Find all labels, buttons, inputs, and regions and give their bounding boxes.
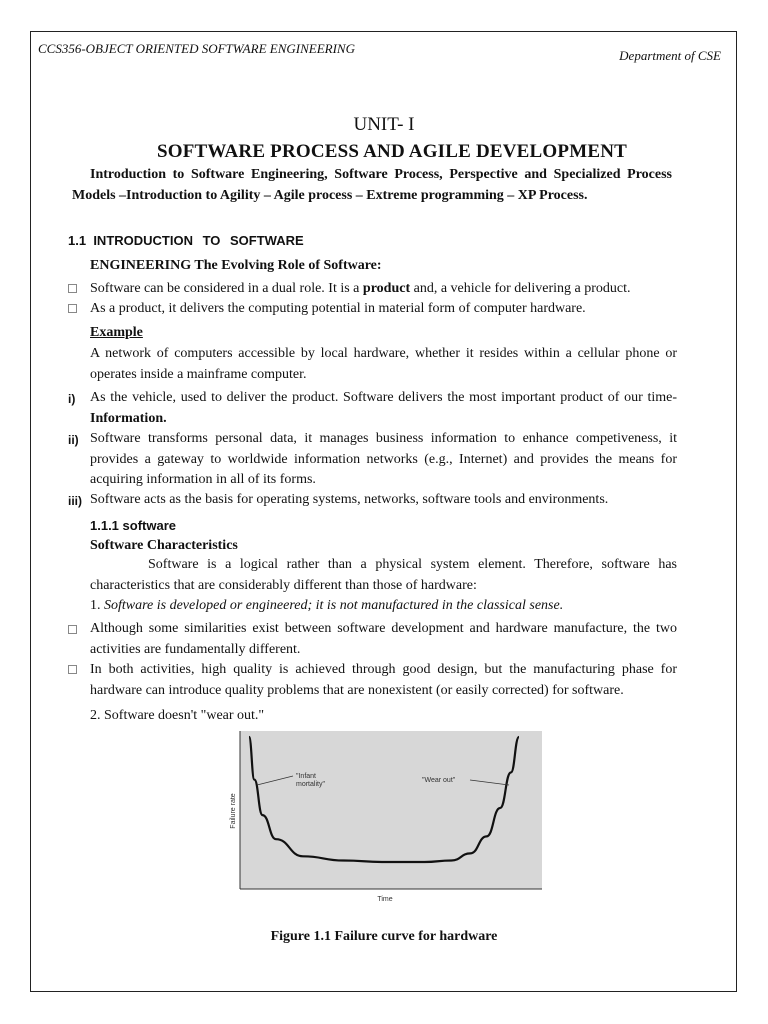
roman-marker-i: i) bbox=[68, 392, 76, 406]
roman-item-i bbox=[90, 388, 677, 429]
figure-caption: Figure 1.1 Failure curve for hardware bbox=[270, 929, 498, 944]
unit-label: UNIT- I bbox=[353, 114, 415, 135]
roman-marker-ii: ii) bbox=[68, 433, 79, 447]
page-title: SOFTWARE PROCESS AND AGILE DEVELOPMENT bbox=[156, 141, 628, 162]
roman-item-i-text: As the vehicle, used to deliver the product. Software delivers the most important product of our time- bbox=[90, 390, 677, 405]
y-axis-label: Failure rate bbox=[230, 793, 237, 829]
unit-intro: Introduction to Software Engineering, Software Process, Perspective and Specialized Process Models –Introduction to Agility – Agile process – Extreme programming – XP Process. bbox=[72, 167, 672, 203]
section-heading-line2: ENGINEERING The Evolving Role of Software: bbox=[90, 258, 382, 273]
roman-marker-iii: iii) bbox=[68, 494, 82, 508]
annotation-infant-mortality: "Infant mortality" bbox=[296, 773, 325, 788]
bullet-box-icon bbox=[68, 304, 77, 313]
bullet-dev-vs-manufacture: Although some similarities exist between software development and hardware manufacture, the two activities are fundamentally different. bbox=[90, 621, 677, 657]
bullet-box-icon bbox=[68, 284, 77, 293]
bullet-dual-role-text: Software can be considered in a dual role. It is a bbox=[90, 281, 363, 296]
characteristics-paragraph: Software is a logical rather than a physical system element. Therefore, software has characteristics that are considerably different than those of hardware: bbox=[90, 557, 677, 593]
bullet-box-icon bbox=[68, 665, 77, 674]
roman-item-ii: Software transforms personal data, it manages business information to enhance competiveness, it provides a gateway to worldwide information networks (e.g., Internet) and provides the means for acquiring information in all of its forms. bbox=[90, 431, 677, 487]
x-axis-label: Time bbox=[377, 896, 393, 903]
bullet-dual-role-text-end: and, a vehicle for delivering a product. bbox=[410, 281, 631, 296]
characteristic-2: 2. Software doesn't "wear out." bbox=[90, 708, 265, 723]
subsection-heading: Software Characteristics bbox=[90, 538, 238, 553]
department-header: Department of CSE bbox=[619, 48, 721, 63]
characteristic-1-text: Software is developed or engineered; it is not manufactured in the classical sense. bbox=[104, 598, 564, 613]
bullet-dual-role bbox=[90, 279, 677, 300]
subsection-number: 1.1.1 software bbox=[90, 518, 176, 533]
roman-item-iii: Software acts as the basis for operating systems, networks, software tools and environments. bbox=[90, 492, 609, 507]
course-header: CCS356-OBJECT ORIENTED SOFTWARE ENGINEERING bbox=[38, 41, 355, 56]
example-text: A network of computers accessible by local hardware, whether it resides within a cellular phone or operates inside a mainframe computer. bbox=[90, 346, 677, 382]
annotation-wear-out: "Wear out" bbox=[422, 777, 456, 784]
failure-curve-chart bbox=[227, 729, 543, 907]
bullet-quality: In both activities, high quality is achieved through good design, but the manufacturing phase for hardware can introduce quality problems that are nonexistent (or easily corrected) for software. bbox=[90, 662, 677, 698]
section-heading bbox=[68, 231, 304, 252]
characteristic-1-number: 1. bbox=[90, 598, 104, 613]
bullet-product: As a product, it delivers the computing potential in material form of computer hardware. bbox=[90, 301, 586, 316]
section-number: 1.1 bbox=[68, 233, 87, 248]
characteristic-1 bbox=[90, 596, 563, 617]
section-heading-line1: INTRODUCTION TO SOFTWARE bbox=[93, 233, 304, 248]
example-label: Example bbox=[90, 325, 143, 340]
failure-curve-figure bbox=[227, 729, 543, 907]
roman-item-i-bold: Information. bbox=[90, 410, 167, 426]
bullet-box-icon bbox=[68, 625, 77, 634]
bullet-dual-role-bold: product bbox=[362, 281, 411, 296]
